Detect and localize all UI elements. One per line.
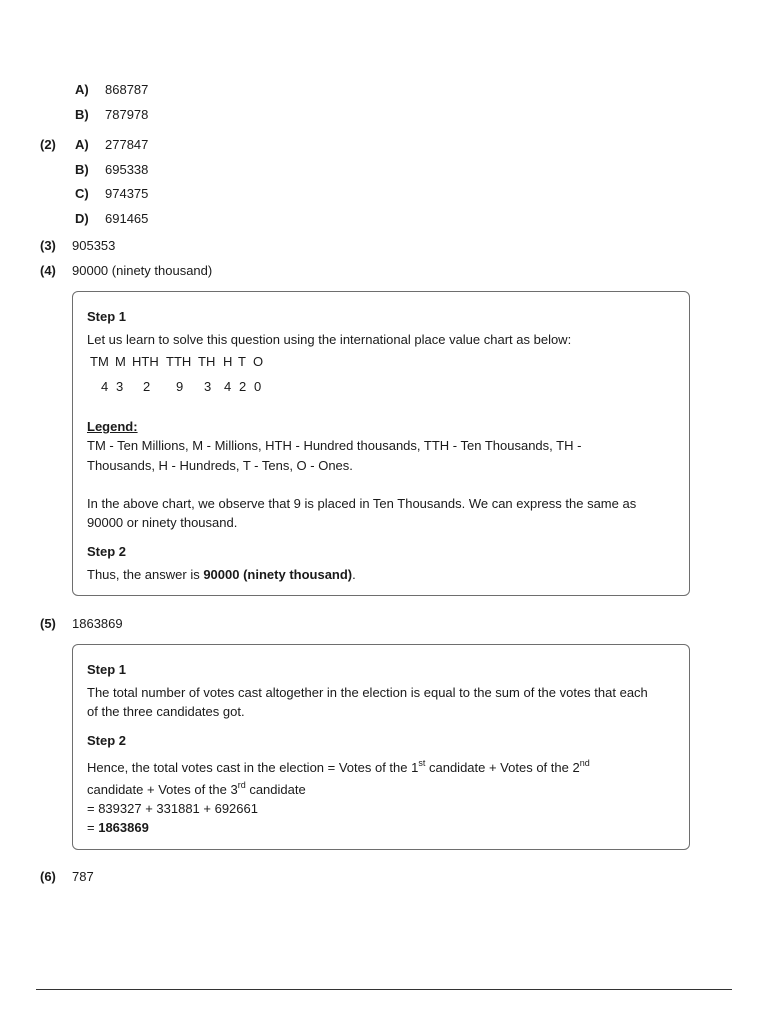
q1-option-a-label: A) xyxy=(75,82,89,97)
chart-digit: 4 xyxy=(101,379,109,394)
q4-answer: 90000 (ninety thousand) xyxy=(72,263,213,278)
q5-total-line: = 1863869 xyxy=(87,820,149,835)
chart-header: TTH xyxy=(166,354,192,369)
q5-step2-title: Step 2 xyxy=(87,733,127,748)
chart-header: T xyxy=(238,354,246,369)
legend-line-1: TM - Ten Millions, M - Millions, HTH - Hundred thousands, TTH - Ten Thousands, TH - xyxy=(87,438,582,453)
chart-digit: 9 xyxy=(176,379,184,394)
q2-number: (2) xyxy=(40,137,56,152)
q1-option-a-value: 868787 xyxy=(105,82,149,97)
q4-solution-box xyxy=(72,291,690,596)
q2-option-a-value: 277847 xyxy=(105,137,149,152)
q5-sum-line: = 839327 + 331881 + 692661 xyxy=(87,801,258,816)
q4-step2-text: Thus, the answer is 90000 (ninety thousand). xyxy=(87,567,356,582)
legend-line-2: Thousands, H - Hundreds, T - Tens, O - Ones. xyxy=(87,458,353,473)
q5-solution-box xyxy=(72,644,690,850)
chart-header: O xyxy=(253,354,264,369)
chart-header: M xyxy=(115,354,126,369)
legend-title: Legend: xyxy=(87,419,138,434)
chart-digit: 2 xyxy=(239,379,247,394)
q5-answer: 1863869 xyxy=(72,616,123,631)
q3-number: (3) xyxy=(40,238,56,253)
observe-line-1: In the above chart, we observe that 9 is placed in Ten Thousands. We can express the same as xyxy=(87,496,637,511)
q4-step1-text: Let us learn to solve this question using the international place value chart as below: xyxy=(87,332,572,347)
q2-option-b-label: B) xyxy=(75,162,89,177)
q5-step2-line-2: candidate + Votes of the 3rd candidate xyxy=(87,780,306,797)
q2-option-d-label: D) xyxy=(75,211,89,226)
q5-step2-line-1: Hence, the total votes cast in the election = Votes of the 1st candidate + Votes of the 2nd xyxy=(87,758,590,775)
chart-digit: 4 xyxy=(224,379,232,394)
q6-answer: 787 xyxy=(72,869,94,884)
q4-number: (4) xyxy=(40,263,56,278)
q1-option-b-label: B) xyxy=(75,107,89,122)
chart-header: TH xyxy=(198,354,216,369)
q2-option-c-value: 974375 xyxy=(105,186,149,201)
q2-option-d-value: 691465 xyxy=(105,211,149,226)
footer-divider xyxy=(36,989,732,990)
chart-header: H xyxy=(223,354,233,369)
chart-digit: 2 xyxy=(143,379,151,394)
q5-step1-line-1: The total number of votes cast altogether in the election is equal to the sum of the votes that each xyxy=(87,685,648,700)
chart-digit: 3 xyxy=(116,379,124,394)
q2-option-b-value: 695338 xyxy=(105,162,149,177)
q5-step1-line-2: of the three candidates got. xyxy=(87,704,245,719)
chart-digit: 0 xyxy=(254,379,262,394)
q4-step2-title: Step 2 xyxy=(87,544,127,559)
chart-header: TM xyxy=(90,354,109,369)
q5-step1-title: Step 1 xyxy=(87,662,127,677)
q2-option-a-label: A) xyxy=(75,137,89,152)
q5-number: (5) xyxy=(40,616,56,631)
q1-option-b-value: 787978 xyxy=(105,107,149,122)
q2-option-c-label: C) xyxy=(75,186,89,201)
observe-line-2: 90000 or ninety thousand. xyxy=(87,515,238,530)
q5-final-answer: 1863869 xyxy=(98,820,149,835)
q6-number: (6) xyxy=(40,869,56,884)
q3-answer: 905353 xyxy=(72,238,116,253)
chart-header: HTH xyxy=(132,354,159,369)
chart-digit: 3 xyxy=(204,379,212,394)
q4-final-answer: 90000 (ninety thousand) xyxy=(203,567,353,582)
q4-step1-title: Step 1 xyxy=(87,309,127,324)
